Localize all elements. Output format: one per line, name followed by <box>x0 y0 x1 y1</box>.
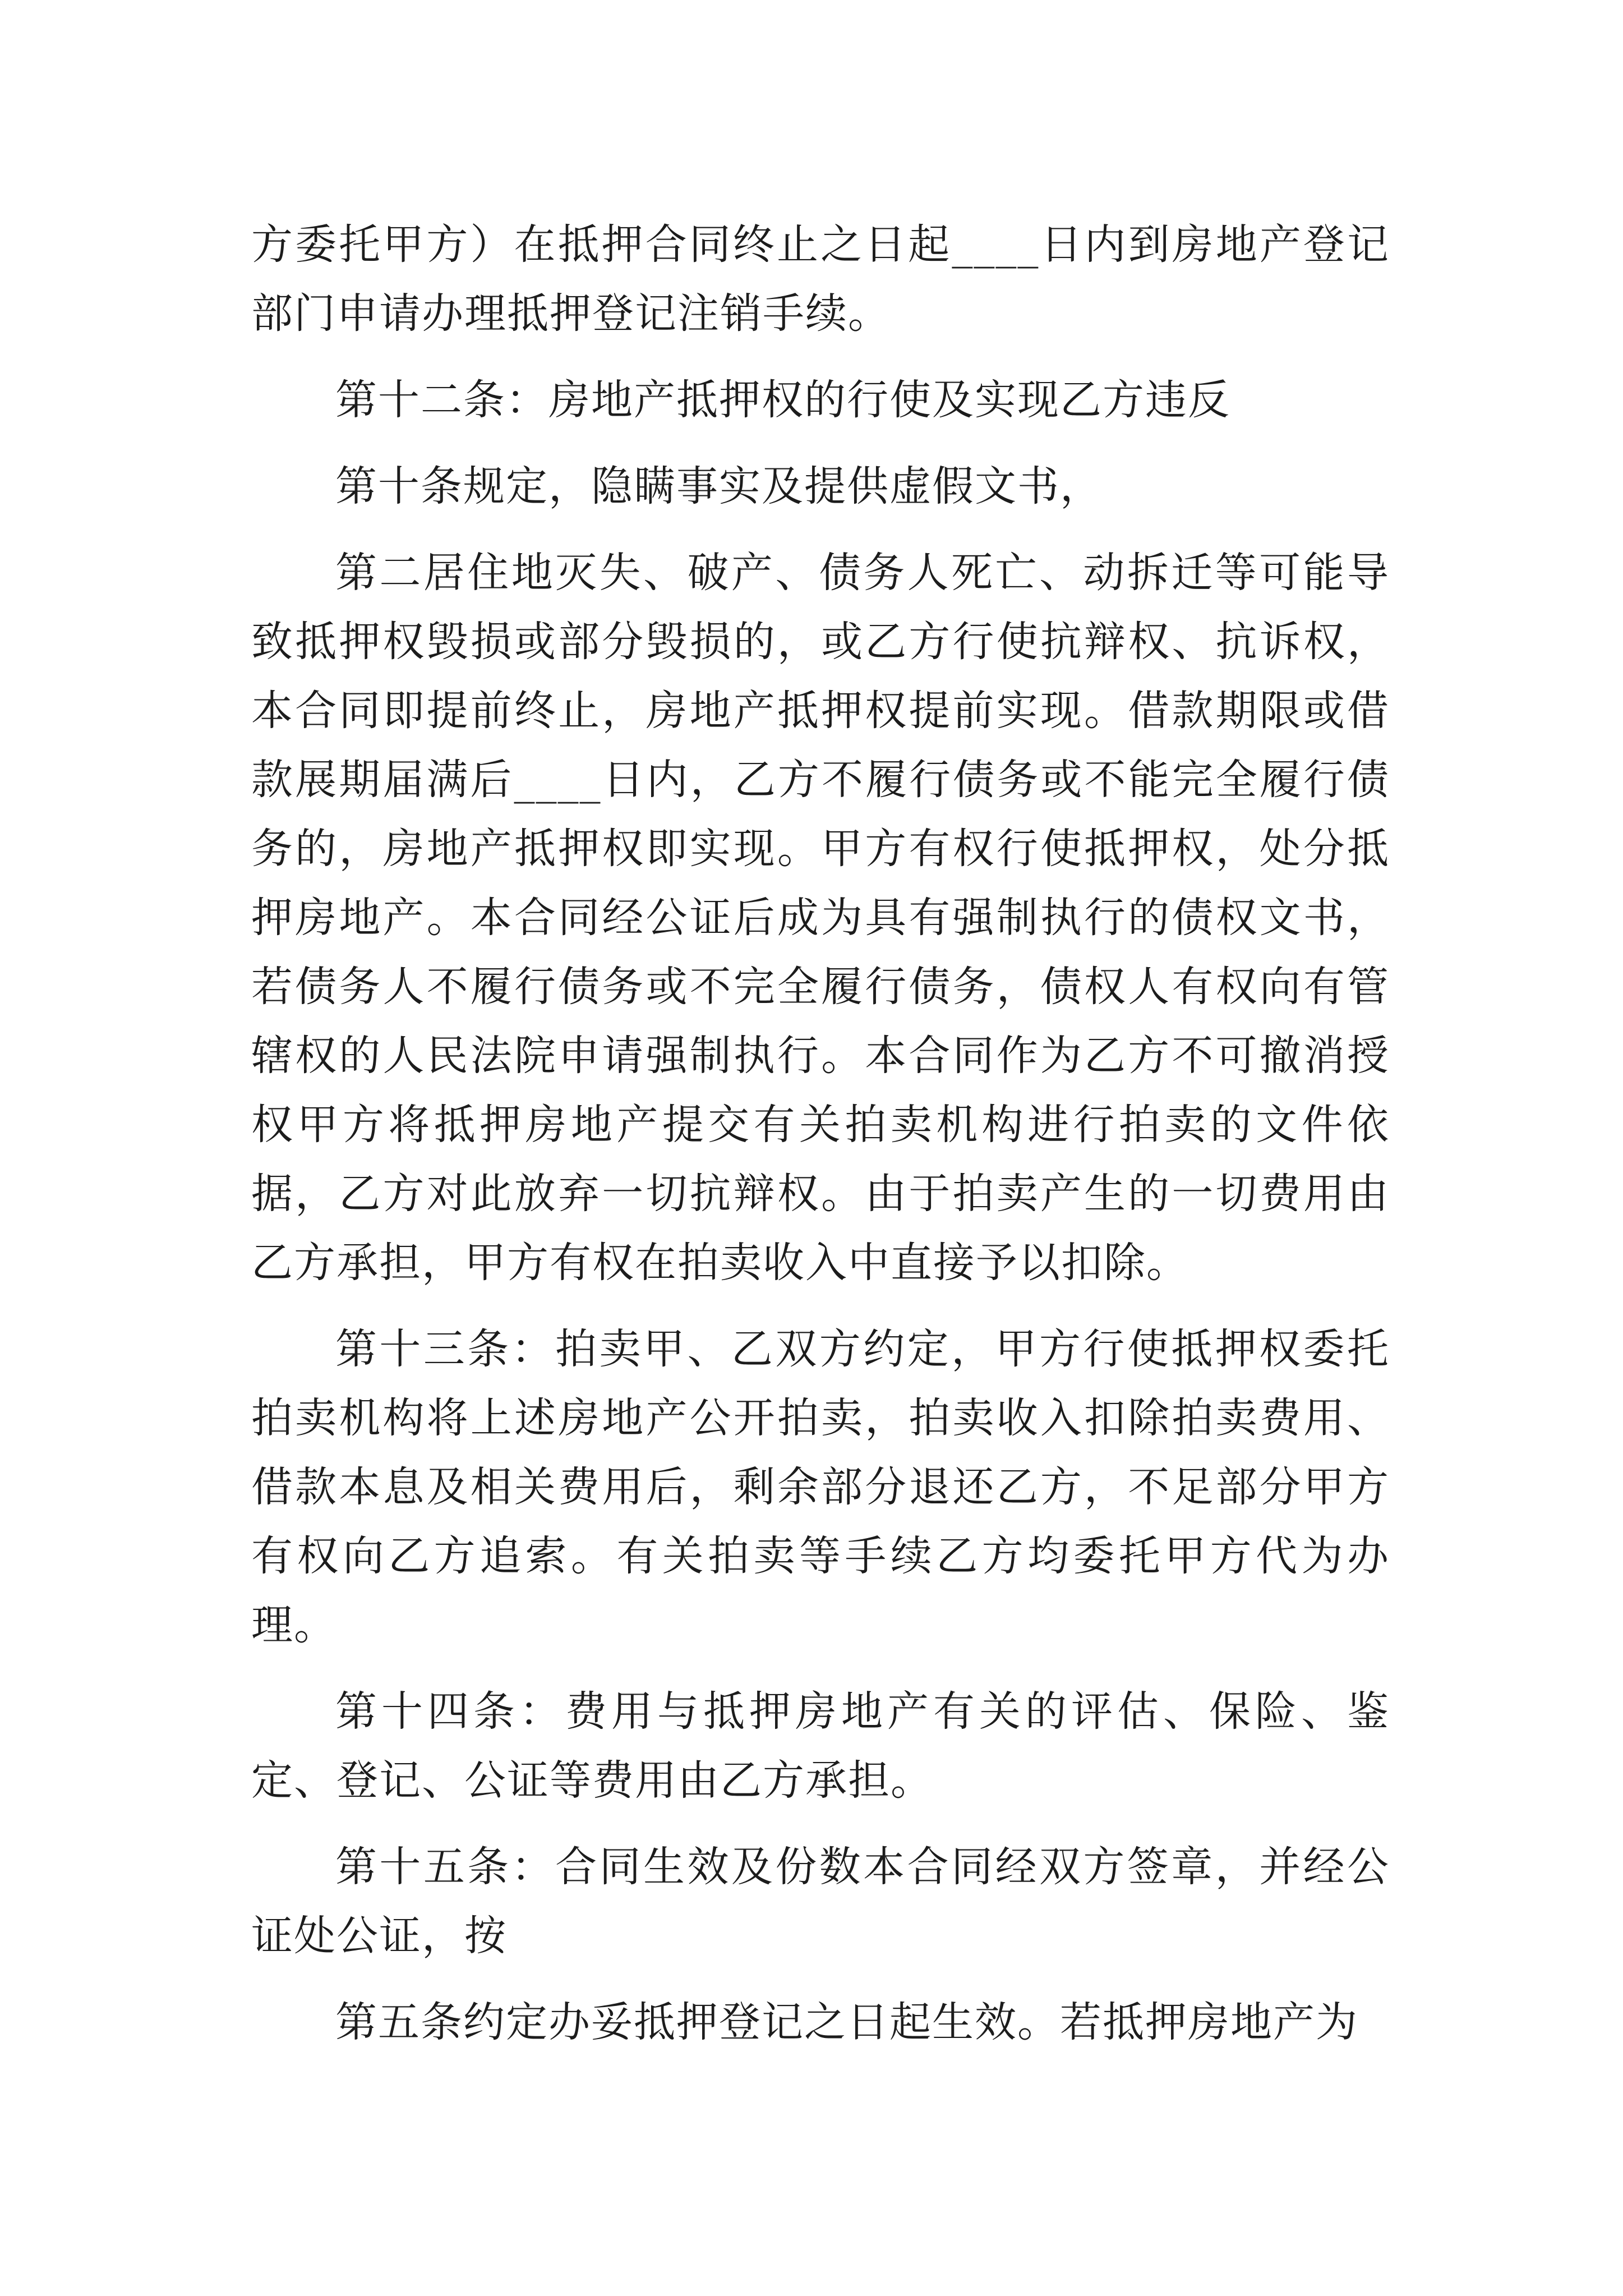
paragraph-mortgage-realization: 第二居住地灭失、破产、债务人死亡、动拆迁等可能导致抵押权毁损或部分毁损的，或乙方行使抗辩权、抗诉权，本合同即提前终止，房地产抵押权提前实现。借款期限或借款展期届满后____日内，乙方不履行债务或不能完全履行债务的，房地产抵押权即实现。甲方有权行使抵押权，处分抵押房地产。本合同经公证后成为具有强制执行的债权文书，若债务人不履行债务或不完全履行债务，债权人有权向有管辖权的人民法院申请强制执行。本合同作为乙方不可撤消授权甲方将抵押房地产提交有关拍卖机构进行拍卖的文件依据，乙方对此放弃一切抗辩权。由于拍卖产生的一切费用由乙方承担，甲方有权在拍卖收入中直接予以扣除。 <box>251 549 1390 1287</box>
paragraph-article-12-heading: 第十二条：房地产抵押权的行使及实现乙方违反 <box>335 376 1230 424</box>
paragraph-article-14-fees: 第十四条：费用与抵押房地产有关的评估、保险、鉴定、登记、公证等费用由乙方承担。 <box>251 1687 1390 1805</box>
document-body <box>251 210 1390 2057</box>
paragraph-article-15-effect: 第十五条：合同生效及份数本合同经双方签章，并经公证处公证，按 <box>251 1843 1390 1960</box>
paragraph-article-10-reference: 第十条规定，隐瞒事实及提供虚假文书， <box>335 462 1103 510</box>
paragraph-article-5-reference: 第五条约定办妥抵押登记之日起生效。若抵押房地产为 <box>335 1998 1358 2046</box>
paragraph-article-13-auction: 第十三条：拍卖甲、乙双方约定，甲方行使抵押权委托拍卖机构将上述房地产公开拍卖，拍卖收入扣除拍卖费用、借款本息及相关费用后，剩余部分退还乙方，不足部分甲方有权向乙方追索。有关拍卖等手续乙方均委托甲方代为办理。 <box>251 1325 1390 1649</box>
paragraph-registration-cancellation: 方委托甲方）在抵押合同终止之日起____日内到房地产登记部门申请办理抵押登记注销手续。 <box>251 220 1390 338</box>
